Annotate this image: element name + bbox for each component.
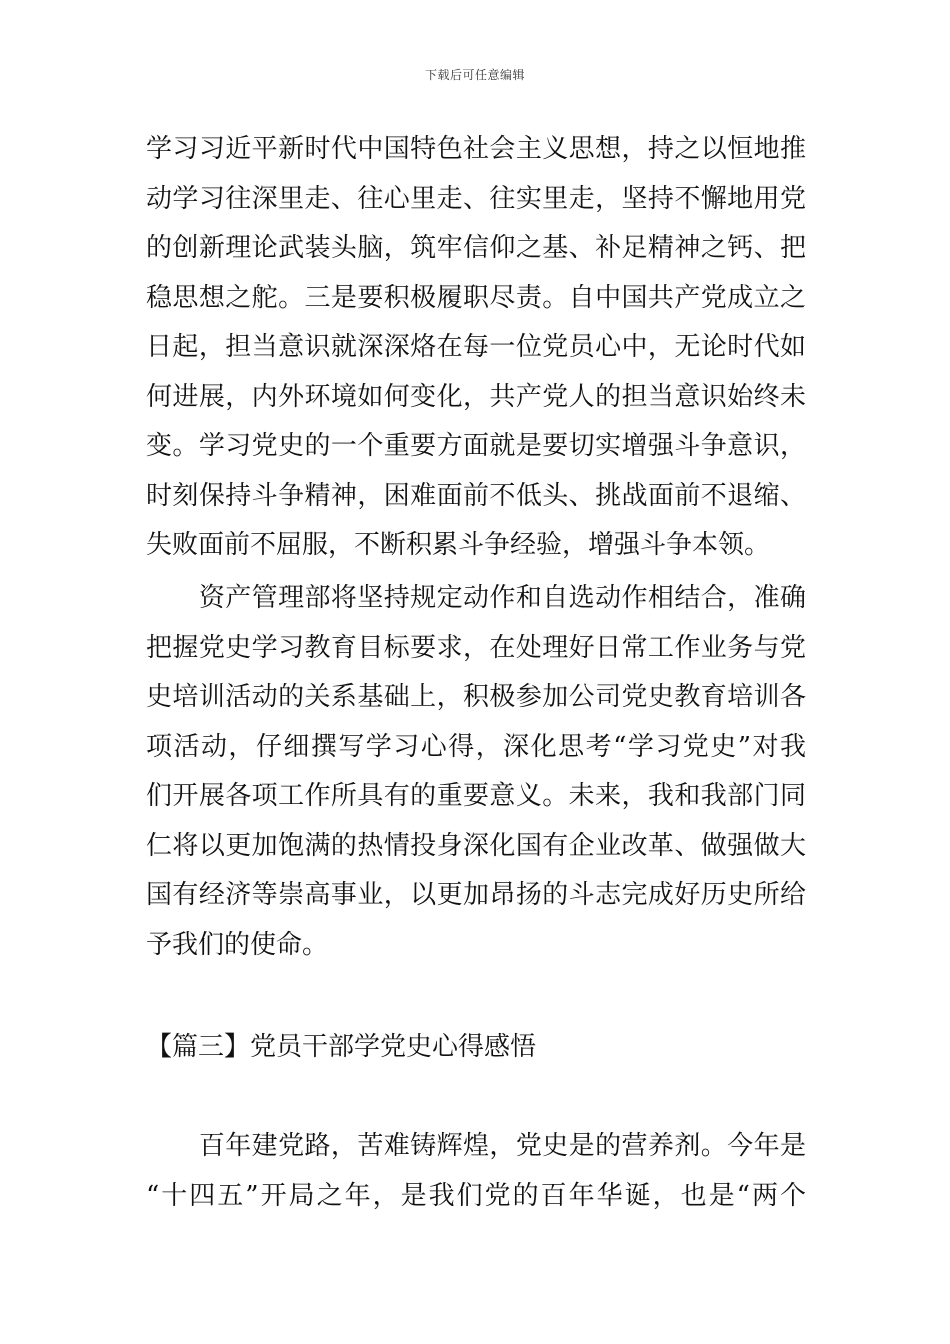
paragraph-line: 资产管理部将坚持规定动作和自选动作相结合，准确 (146, 583, 806, 613)
paragraph-line: 何进展，内外环境如何变化，共产党人的担当意识始终未 (146, 381, 806, 412)
paragraph-line: 稳思想之舵。三是要积极履职尽责。自中国共产党成立之 (146, 282, 806, 313)
paragraph-line: 失败面前不屈服，不断积累斗争经验，增强斗争本领。 (146, 530, 771, 560)
paragraph-line: 动学习往深里走、往心里走、往实里走，坚持不懈地用党 (146, 183, 806, 214)
paragraph-line: 学习习近平新时代中国特色社会主义思想，持之以恒地推 (146, 134, 806, 164)
paragraph-line: 们开展各项工作所具有的重要意义。未来，我和我部门同 (146, 781, 806, 811)
section-heading: 【篇三】党员干部学党史心得感悟 (146, 1032, 537, 1062)
paragraph-line: 仁将以更加饱满的热情投身深化国有企业改革、做强做大 (146, 830, 806, 861)
paragraph-line: 的创新理论武装头脑，筑牢信仰之基、补足精神之钙、把 (146, 233, 806, 263)
paragraph-1 (146, 125, 806, 571)
paragraph-line: 变。学习党史的一个重要方面就是要切实增强斗争意识， (146, 431, 806, 461)
paragraph-line: 时刻保持斗争精神，困难面前不低头、挑战面前不退缩、 (146, 480, 806, 511)
paragraph-3 (146, 1122, 806, 1221)
paragraph-line: 百年建党路，苦难铸辉煌，党史是的营养剂。今年是 (146, 1131, 806, 1161)
paragraph-line: 史培训活动的关系基础上，积极参加公司党史教育培训各 (146, 682, 806, 712)
paragraph-2 (146, 574, 806, 970)
paragraph-line: “十四五”开局之年，是我们党的百年华诞，也是“两个 (146, 1180, 806, 1211)
paragraph-line: 国有经济等崇高事业，以更加昂扬的斗志完成好历史所给 (146, 880, 806, 910)
paragraph-line: 把握党史学习教育目标要求，在处理好日常工作业务与党 (146, 632, 806, 663)
paragraph-line: 予我们的使命。 (146, 929, 329, 960)
header-note: 下载后可任意编辑 (424, 68, 525, 82)
paragraph-line: 项活动，仔细撰写学习心得，深化思考“学习党史”对我 (146, 731, 806, 762)
paragraph-line: 日起，担当意识就深深烙在每一位党员心中，无论时代如 (146, 332, 806, 362)
